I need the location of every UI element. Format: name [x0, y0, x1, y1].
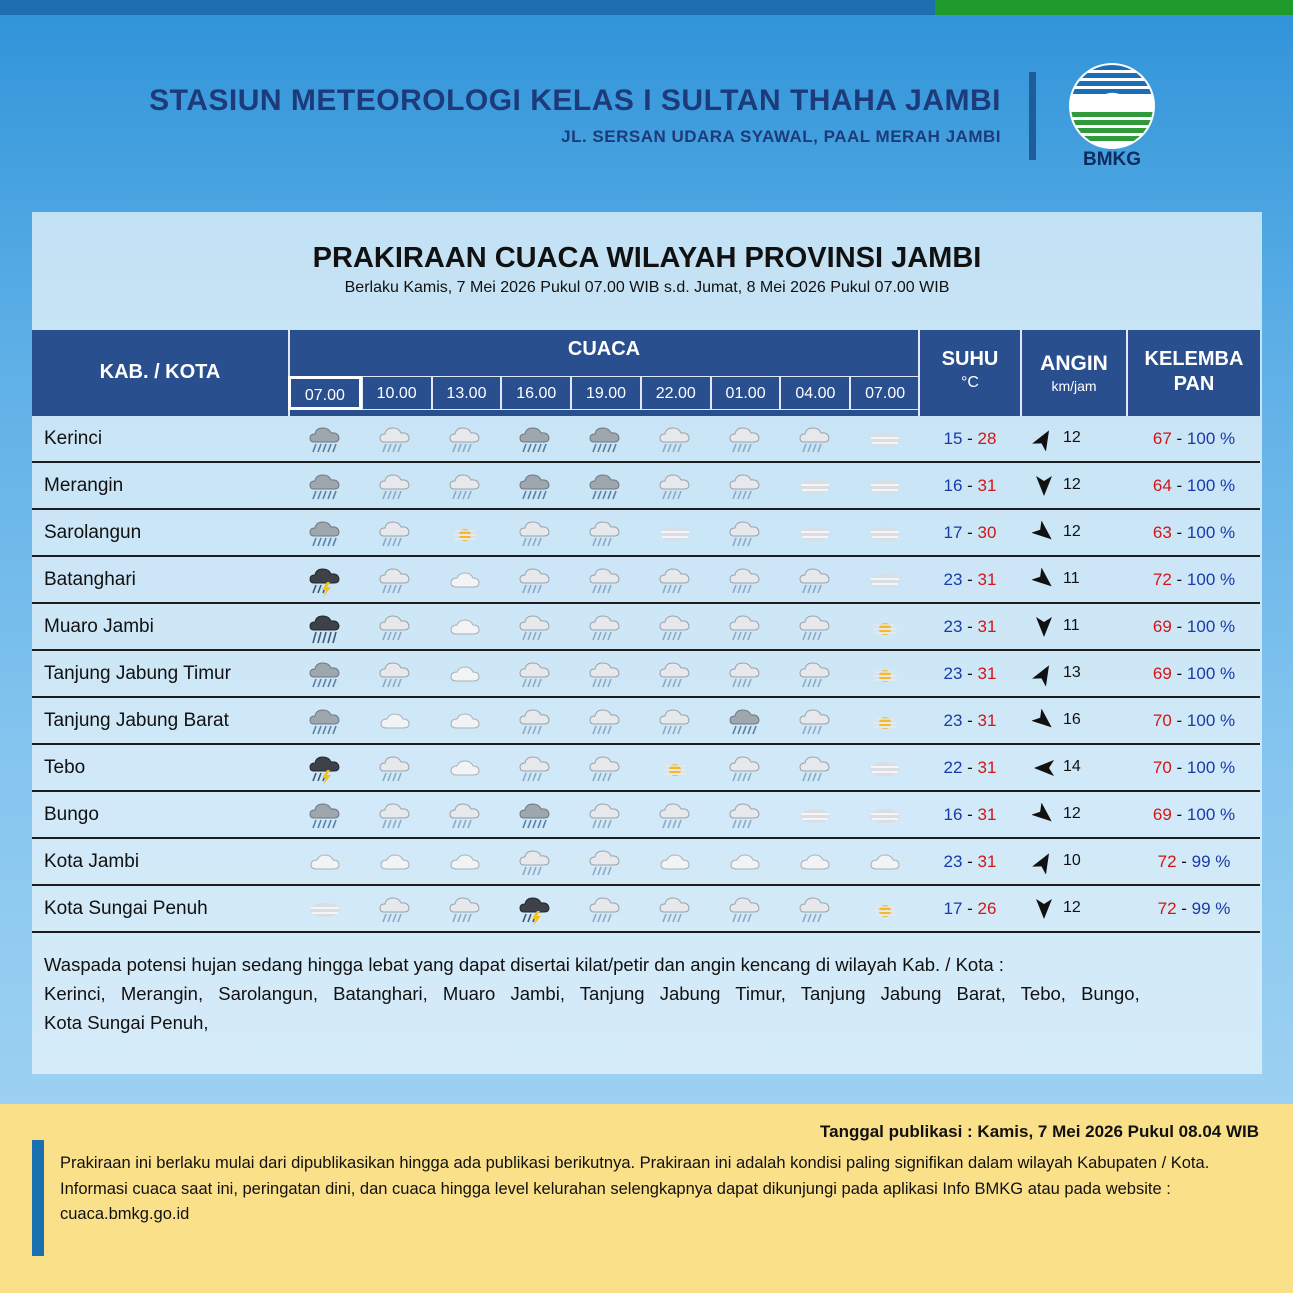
rain-moderate-icon: [305, 516, 345, 550]
table-row: [32, 651, 1260, 698]
time-slot: 07.00: [288, 376, 362, 410]
forecast-validity: Berlaku Kamis, 7 Mei 2026 Pukul 07.00 WIB s.d. Jumat, 8 Mei 2026 Pukul 07.00 WIB: [344, 279, 950, 296]
haze-icon: [305, 892, 345, 926]
table-row: [32, 463, 1260, 510]
partly-sunny-icon: [865, 657, 905, 691]
forecast-panel: [32, 212, 1262, 1074]
forecast-title: PRAKIRAAN CUACA WILAYAH PROVINSI JAMBI: [312, 242, 982, 274]
wind-direction-icon: [1032, 568, 1056, 592]
rain-light-icon: [725, 516, 765, 550]
table-row: [32, 416, 1260, 463]
cloudy-icon: [445, 704, 485, 738]
time-slot: 07.00: [850, 376, 920, 410]
rain-light-icon: [585, 610, 625, 644]
top-bar-blue: [0, 0, 935, 15]
wind-speed: 12: [1063, 899, 1081, 916]
rain-heavy-icon: [305, 610, 345, 644]
rain-moderate-icon: [305, 469, 345, 503]
rain-light-icon: [585, 798, 625, 832]
rain-light-icon: [655, 892, 695, 926]
temperature-range: 16 - 31: [943, 476, 997, 495]
humidity-range: 69 - 100 %: [1152, 664, 1236, 683]
rain-light-icon: [725, 751, 765, 785]
time-slot: 16.00: [501, 376, 571, 410]
rain-light-icon: [375, 469, 415, 503]
rain-light-icon: [515, 516, 555, 550]
wind-speed: 12: [1063, 523, 1081, 540]
cloudy-icon: [445, 563, 485, 597]
rain-light-icon: [375, 892, 415, 926]
haze-icon: [865, 516, 905, 550]
cloudy-icon: [375, 845, 415, 879]
rain-moderate-icon: [515, 422, 555, 456]
haze-icon: [795, 469, 835, 503]
rain-light-icon: [655, 704, 695, 738]
col-suhu: SUHU: [941, 348, 999, 370]
rain-light-icon: [795, 563, 835, 597]
table-row: [32, 792, 1260, 839]
region-name: Bungo: [44, 804, 99, 825]
haze-icon: [865, 422, 905, 456]
col-kelembapan-line2: PAN: [1173, 373, 1215, 395]
wind-speed: 10: [1063, 852, 1081, 869]
region-name: Tebo: [44, 757, 86, 778]
rain-light-icon: [585, 845, 625, 879]
time-slot: 01.00: [711, 376, 781, 410]
rain-light-icon: [445, 892, 485, 926]
wind-direction-icon: [1032, 521, 1056, 545]
table-row: [32, 839, 1260, 886]
rain-light-icon: [655, 610, 695, 644]
partly-sunny-icon: [865, 610, 905, 644]
rain-light-icon: [725, 657, 765, 691]
partly-sunny-icon: [865, 892, 905, 926]
col-angin: ANGIN: [1040, 352, 1108, 375]
footer-note: Prakiraan ini berlaku mulai dari dipublikasikan hingga ada publikasi berikutnya. Prakiraan ini adalah kondisi paling signifikan dalam wilayah Kabupaten / Kota. Informasi cuaca saat ini, peringatan dini, dan cuaca hingga level kelurahan selengkapnya dapat dikunjungi pada aplikasi Info BMKG atau pada website : cuaca.bmkg.go.id: [60, 1154, 1210, 1223]
rain-light-icon: [795, 610, 835, 644]
humidity-range: 70 - 100 %: [1152, 758, 1236, 777]
wind-direction-icon: [1032, 615, 1056, 639]
humidity-range: 72 - 99 %: [1157, 852, 1231, 871]
table-row: [32, 557, 1260, 604]
partly-sunny-icon: [445, 516, 485, 550]
time-slot: 13.00: [432, 376, 502, 410]
temperature-range: 17 - 30: [943, 523, 997, 542]
region-name: Muaro Jambi: [44, 616, 154, 637]
warning-text: [44, 950, 1204, 1037]
region-name: Batanghari: [44, 569, 136, 590]
rain-light-icon: [445, 469, 485, 503]
warning-regions: Kerinci, Merangin, Sarolangun, Batanghari, Muaro Jambi, Tanjung Jabung Timur, Tanjung Jabung Barat, Tebo, Bungo,: [44, 983, 1140, 1004]
rain-light-icon: [515, 563, 555, 597]
humidity-range: 70 - 100 %: [1152, 711, 1236, 730]
humidity-range: 69 - 100 %: [1152, 617, 1236, 636]
rain-light-icon: [725, 610, 765, 644]
haze-icon: [865, 751, 905, 785]
col-kelembapan-line1: KELEMBA: [1144, 348, 1244, 370]
cloudy-icon: [865, 845, 905, 879]
humidity-range: 63 - 100 %: [1152, 523, 1236, 542]
wind-direction-icon: [1032, 803, 1056, 827]
temperature-range: 23 - 31: [943, 852, 997, 871]
temperature-range: 15 - 28: [943, 429, 997, 448]
rain-light-icon: [795, 892, 835, 926]
wind-direction-icon: [1032, 474, 1056, 498]
time-slot: 04.00: [780, 376, 850, 410]
partly-sunny-icon: [865, 704, 905, 738]
rain-light-icon: [375, 751, 415, 785]
rain-light-icon: [375, 657, 415, 691]
thunderstorm-icon: [515, 892, 555, 926]
time-slots: [288, 376, 920, 414]
rain-light-icon: [515, 845, 555, 879]
cloudy-icon: [725, 845, 765, 879]
time-slot: 19.00: [571, 376, 641, 410]
thunderstorm-icon: [305, 563, 345, 597]
rain-light-icon: [655, 657, 695, 691]
rain-light-icon: [445, 422, 485, 456]
time-slot: 10.00: [362, 376, 432, 410]
table-row: [32, 745, 1260, 792]
wind-speed: 14: [1063, 758, 1081, 775]
wind-direction-icon: [1032, 709, 1056, 733]
wind-direction-icon: [1032, 850, 1056, 874]
time-slot: 22.00: [641, 376, 711, 410]
humidity-range: 67 - 100 %: [1152, 429, 1236, 448]
rain-moderate-icon: [585, 422, 625, 456]
rain-light-icon: [655, 563, 695, 597]
temperature-range: 23 - 31: [943, 570, 997, 589]
rain-light-icon: [515, 751, 555, 785]
haze-icon: [865, 469, 905, 503]
wind-direction-icon: [1032, 897, 1056, 921]
wind-direction-icon: [1032, 427, 1056, 451]
rain-light-icon: [375, 563, 415, 597]
cloudy-icon: [655, 845, 695, 879]
haze-icon: [795, 516, 835, 550]
wind-speed: 12: [1063, 476, 1081, 493]
rain-light-icon: [795, 704, 835, 738]
haze-icon: [795, 798, 835, 832]
wind-speed: 13: [1063, 664, 1081, 681]
region-name: Merangin: [44, 475, 124, 496]
col-suhu-unit: °C: [961, 374, 979, 391]
region-name: Tanjung Jabung Barat: [44, 710, 229, 731]
wind-speed: 12: [1063, 805, 1081, 822]
humidity-range: 72 - 100 %: [1152, 570, 1236, 589]
partly-sunny-icon: [655, 751, 695, 785]
rain-light-icon: [725, 563, 765, 597]
rain-light-icon: [585, 516, 625, 550]
temperature-range: 23 - 31: [943, 664, 997, 683]
header-divider: [918, 330, 920, 416]
rain-light-icon: [795, 422, 835, 456]
rain-light-icon: [795, 657, 835, 691]
wind-speed: 11: [1063, 570, 1080, 587]
cloudy-icon: [445, 845, 485, 879]
temperature-range: 17 - 26: [943, 899, 997, 918]
bmkg-logo-text: BMKG: [1082, 149, 1142, 170]
rain-light-icon: [655, 798, 695, 832]
table-row: [32, 604, 1260, 651]
cloudy-icon: [795, 845, 835, 879]
temperature-range: 16 - 31: [943, 805, 997, 824]
cloudy-icon: [445, 751, 485, 785]
table-header: [32, 330, 1260, 416]
wind-speed: 16: [1063, 711, 1081, 728]
temperature-range: 22 - 31: [943, 758, 997, 777]
region-name: Kerinci: [44, 428, 103, 449]
cloudy-icon: [375, 704, 415, 738]
rain-light-icon: [515, 704, 555, 738]
col-kab-kota: KAB. / KOTA: [99, 361, 221, 383]
rain-moderate-icon: [515, 798, 555, 832]
publication-date: Tanggal publikasi : Kamis, 7 Mei 2026 Pukul 08.04 WIB: [820, 1122, 1259, 1141]
rain-moderate-icon: [305, 657, 345, 691]
wind-speed: 11: [1063, 617, 1080, 634]
station-address: JL. SERSAN UDARA SYAWAL, PAAL MERAH JAMBI: [561, 127, 1001, 146]
rain-light-icon: [795, 751, 835, 785]
humidity-range: 69 - 100 %: [1152, 805, 1236, 824]
rain-moderate-icon: [585, 469, 625, 503]
wind-direction-icon: [1032, 662, 1056, 686]
haze-icon: [865, 563, 905, 597]
col-angin-unit: km/jam: [1051, 378, 1097, 394]
warning-line: Waspada potensi hujan sedang hingga lebat yang dapat disertai kilat/petir dan angin kencang di wilayah Kab. / Kota :: [44, 954, 1004, 975]
wind-speed: 12: [1063, 429, 1081, 446]
warning-regions-cont: Kota Sungai Penuh,: [44, 1012, 209, 1033]
region-name: Sarolangun: [44, 522, 142, 543]
footer: [0, 1104, 1293, 1293]
rain-light-icon: [585, 563, 625, 597]
humidity-range: 64 - 100 %: [1152, 476, 1236, 495]
thunderstorm-icon: [305, 751, 345, 785]
rain-light-icon: [375, 798, 415, 832]
rain-light-icon: [585, 704, 625, 738]
rain-light-icon: [585, 751, 625, 785]
cloudy-icon: [445, 657, 485, 691]
rain-light-icon: [445, 798, 485, 832]
temperature-range: 23 - 31: [943, 711, 997, 730]
rain-light-icon: [655, 469, 695, 503]
footer-accent-bar: [32, 1140, 44, 1256]
rain-light-icon: [585, 892, 625, 926]
rain-light-icon: [375, 516, 415, 550]
wind-direction-icon: [1032, 756, 1056, 780]
humidity-range: 72 - 99 %: [1157, 899, 1231, 918]
rain-moderate-icon: [305, 422, 345, 456]
rain-light-icon: [515, 610, 555, 644]
col-cuaca: CUACA: [567, 338, 641, 360]
table-row: [32, 510, 1260, 557]
rain-light-icon: [725, 798, 765, 832]
table-row: [32, 698, 1260, 745]
region-name: Kota Jambi: [44, 851, 140, 872]
rain-moderate-icon: [515, 469, 555, 503]
temperature-range: 23 - 31: [943, 617, 997, 636]
col-kelembapan: [1128, 347, 1260, 397]
rain-light-icon: [725, 422, 765, 456]
rain-light-icon: [585, 657, 625, 691]
rain-light-icon: [375, 610, 415, 644]
header-separator: [1029, 72, 1036, 160]
cloudy-icon: [305, 845, 345, 879]
rain-light-icon: [655, 422, 695, 456]
rain-moderate-icon: [305, 704, 345, 738]
rain-light-icon: [375, 422, 415, 456]
rain-moderate-icon: [725, 704, 765, 738]
rain-moderate-icon: [305, 798, 345, 832]
rain-light-icon: [725, 469, 765, 503]
region-name: Tanjung Jabung Timur: [44, 663, 231, 684]
region-name: Kota Sungai Penuh: [44, 898, 208, 919]
station-title: STASIUN METEOROLOGI KELAS I SULTAN THAHA JAMBI: [149, 84, 1001, 117]
rain-light-icon: [725, 892, 765, 926]
rain-light-icon: [515, 657, 555, 691]
haze-icon: [655, 516, 695, 550]
haze-icon: [865, 798, 905, 832]
table-row: [32, 886, 1260, 933]
top-bar-green: [935, 0, 1293, 15]
cloudy-icon: [445, 610, 485, 644]
